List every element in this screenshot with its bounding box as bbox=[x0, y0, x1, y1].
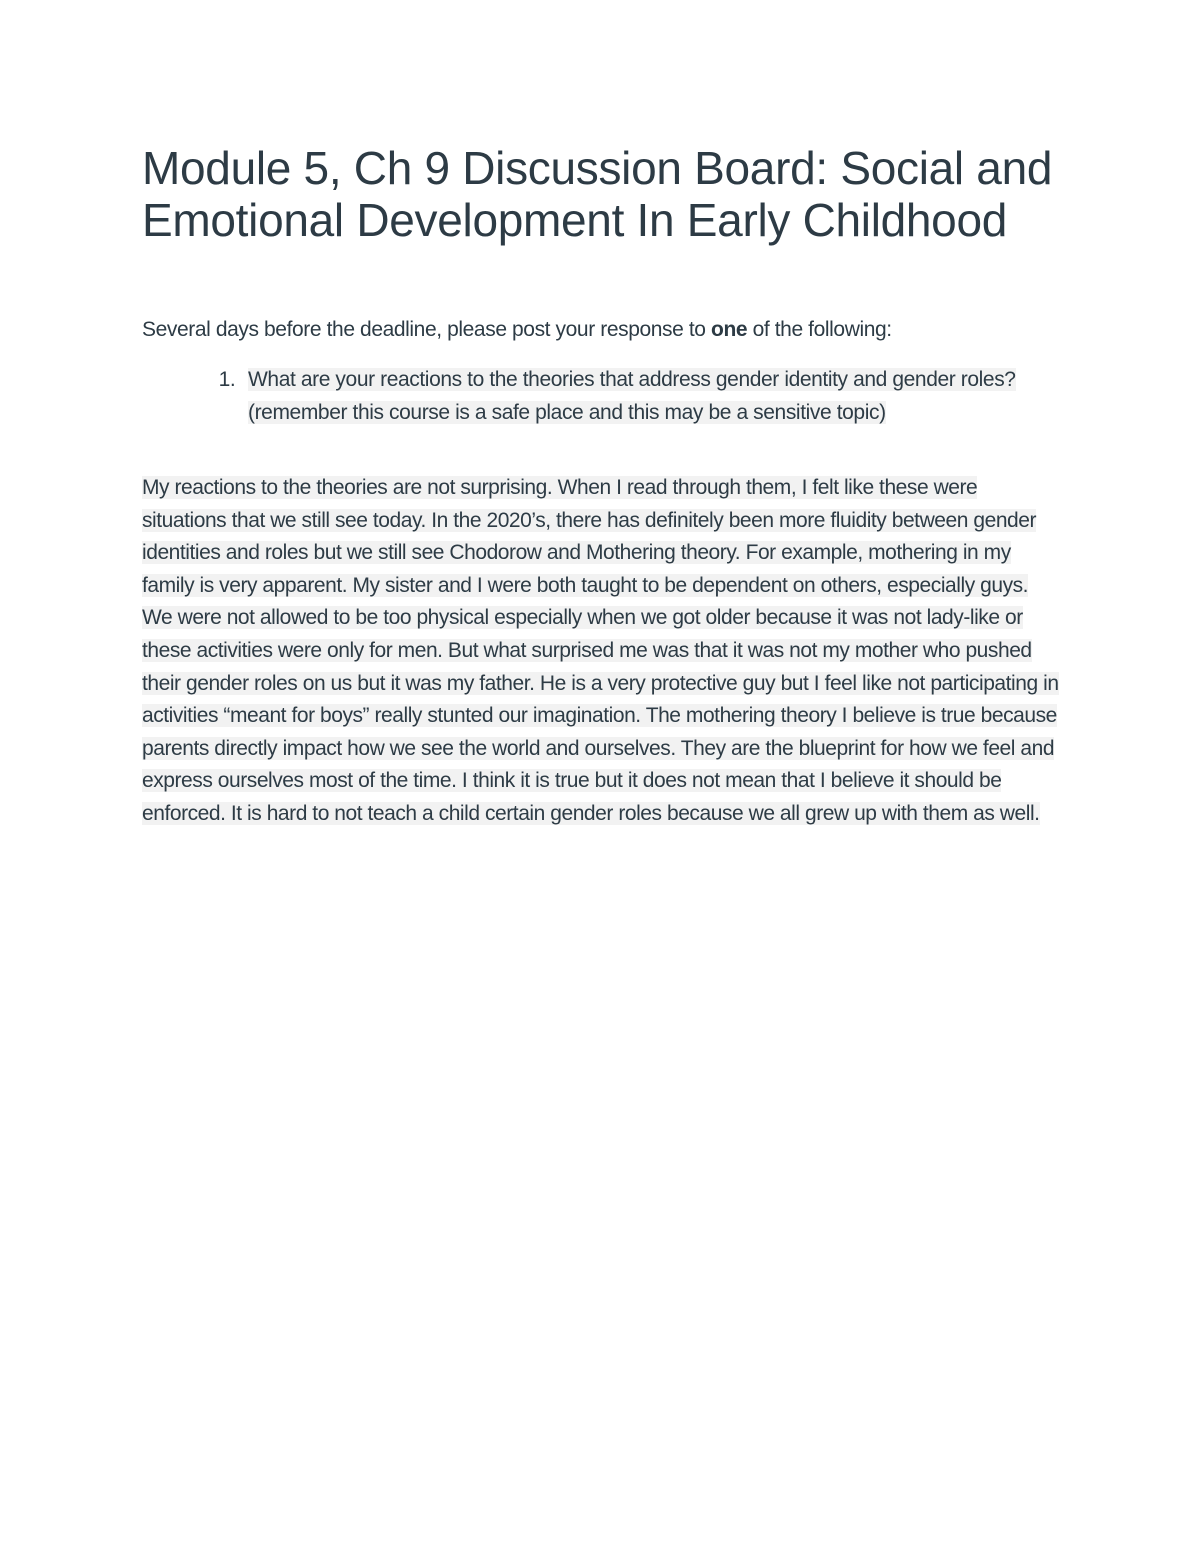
list-item bbox=[206, 364, 1046, 429]
page-title: Module 5, Ch 9 Discussion Board: Social and Emotional Development In Early Childhood bbox=[142, 142, 1053, 246]
question-list bbox=[206, 364, 1046, 429]
document-page bbox=[142, 142, 1062, 825]
intro-bold-word: one bbox=[711, 318, 748, 341]
response-paragraph bbox=[142, 472, 1062, 831]
intro-paragraph bbox=[142, 314, 892, 346]
response-text: My reactions to the theories are not surprising. When I read through them, I felt like these were situations that we still see today. In the 2020’s, there has definitely been more fluidity between gender identities and roles but we still see Chodorow and Mothering theory. For example, mothering in my family is very apparent. My sister and I were both taught to be dependent on others, especially guys. We were not allowed to be too physical especially when we got older because it was not lady-like or these activities were only for men. But what surprised me was that it was not my mother who pushed their gender roles on us but it was my father. He is a very protective guy but I feel like not participating in activities “meant for boys” really stunted our imagination. The mothering theory I believe is true because parents directly impact how we see the world and ourselves. They are the blueprint for how we feel and express ourselves most of the time. I think it is true but it does not mean that I believe it should be enforced. It is hard to not teach a child certain gender roles because we all grew up with them as well. bbox=[142, 476, 1059, 825]
intro-text-after: of the following: bbox=[747, 318, 892, 341]
question-text-highlighted: What are your reactions to the theories that address gender identity and gender roles? (remember this course is a safe place and this may be a sensitive topic) bbox=[248, 368, 1016, 424]
intro-text-before: Several days before the deadline, please post your response to bbox=[142, 318, 712, 341]
question-number: 1. bbox=[218, 368, 236, 391]
question-text bbox=[248, 364, 1046, 429]
